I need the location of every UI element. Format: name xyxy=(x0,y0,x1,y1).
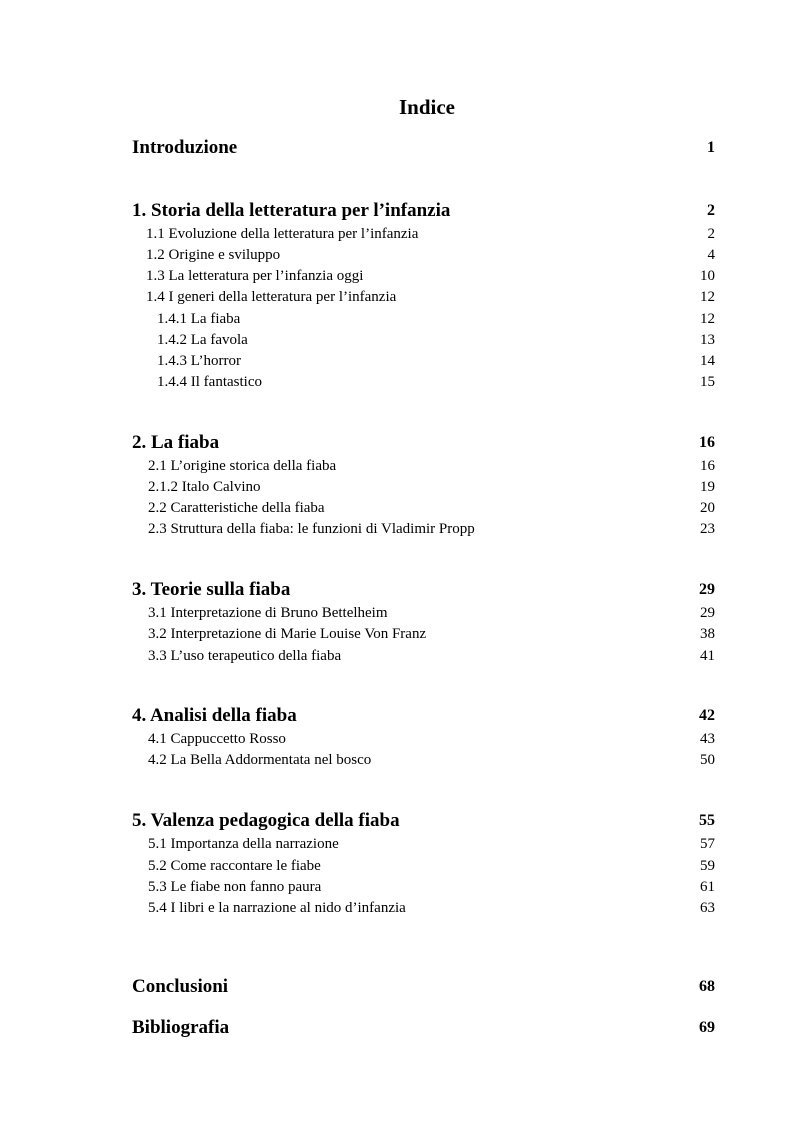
toc-entry-page: 59 xyxy=(700,858,715,874)
toc-entry-page: 15 xyxy=(700,374,715,390)
toc-chapter-2 xyxy=(0,432,794,454)
toc-entry-label: 1.4.2 La favola xyxy=(157,332,248,348)
toc-section xyxy=(0,897,794,919)
toc-entry-label: 1.2 Origine e sviluppo xyxy=(146,247,281,263)
toc-entry-page: 42 xyxy=(699,707,715,724)
toc-section xyxy=(0,265,794,287)
toc-entry-label: 3.3 L’uso terapeutico della fiaba xyxy=(148,648,342,664)
toc-entry-page: 19 xyxy=(700,479,715,495)
toc-section xyxy=(0,833,794,855)
toc-entry-label: Conclusioni xyxy=(132,976,229,997)
toc-entry-page: 50 xyxy=(700,752,715,768)
toc-entry-label: 4.1 Cappuccetto Rosso xyxy=(148,731,286,747)
toc-section xyxy=(0,476,794,498)
toc-entry-label: 2.3 Struttura della fiaba: le funzioni di Vladimir Propp xyxy=(148,521,475,537)
toc-entry-label: 5. Valenza pedagogica della fiaba xyxy=(132,810,400,831)
toc-entry-label: 1.4.3 L’horror xyxy=(157,353,242,369)
toc-entry-page: 43 xyxy=(700,731,715,747)
toc-entry-page: 1 xyxy=(707,139,715,156)
toc-chapter-4 xyxy=(0,705,794,727)
toc-entry-page: 57 xyxy=(700,836,715,852)
toc-entry-label: 2.1 L’origine storica della fiaba xyxy=(148,458,337,474)
toc-section xyxy=(0,749,794,771)
toc-subsection xyxy=(0,308,794,330)
toc-section xyxy=(0,623,794,645)
toc-entry-page: 2 xyxy=(707,202,715,219)
toc-section xyxy=(0,518,794,540)
toc-entry-page: 63 xyxy=(700,900,715,916)
toc-entry-label: Introduzione xyxy=(132,137,238,158)
toc-entry-page: 29 xyxy=(699,581,715,598)
toc-entry-page: 12 xyxy=(700,311,715,327)
toc-entry-label: 1.4 I generi della letteratura per l’infanzia xyxy=(146,289,397,305)
toc-entry-label: 1.4.4 Il fantastico xyxy=(157,374,262,390)
toc-subsection xyxy=(0,350,794,372)
toc-entry-label: 5.1 Importanza della narrazione xyxy=(148,836,339,852)
toc-entry-page: 38 xyxy=(700,626,715,642)
toc-entry-label: 3.1 Interpretazione di Bruno Bettelheim xyxy=(148,605,388,621)
toc-entry-label: 5.4 I libri e la narrazione al nido d’infanzia xyxy=(148,900,406,916)
toc-entry-introduzione xyxy=(0,137,794,159)
toc-entry-page: 68 xyxy=(699,978,715,995)
toc-entry-label: 3.2 Interpretazione di Marie Louise Von Franz xyxy=(148,626,427,642)
toc-entry-page: 13 xyxy=(700,332,715,348)
toc-chapter-1 xyxy=(0,200,794,222)
toc-entry-page: 29 xyxy=(700,605,715,621)
toc-entry-label: 4.2 La Bella Addormentata nel bosco xyxy=(148,752,372,768)
toc-section xyxy=(0,876,794,898)
toc-chapter-3 xyxy=(0,579,794,601)
toc-entry-page: 16 xyxy=(699,434,715,451)
toc-entry-page: 55 xyxy=(699,812,715,829)
toc-entry-label: Bibliografia xyxy=(132,1017,230,1038)
toc-entry-label: 5.3 Le fiabe non fanno paura xyxy=(148,879,322,895)
toc-section xyxy=(0,497,794,519)
toc-section xyxy=(0,728,794,750)
toc-entry-label: 1.4.1 La fiaba xyxy=(157,311,241,327)
toc-entry-label: 3. Teorie sulla fiaba xyxy=(132,579,291,600)
toc-entry-page: 2 xyxy=(707,226,715,242)
toc-entry-page: 16 xyxy=(700,458,715,474)
toc-entry-page: 14 xyxy=(700,353,715,369)
toc-entry-label: 5.2 Come raccontare le fiabe xyxy=(148,858,321,874)
toc-section xyxy=(0,455,794,477)
toc-subsection xyxy=(0,371,794,393)
toc-entry-label: 1.1 Evoluzione della letteratura per l’infanzia xyxy=(146,226,419,242)
toc-entry-bibliografia xyxy=(0,1017,794,1039)
toc-entry-label: 1. Storia della letteratura per l’infanzia xyxy=(132,200,451,221)
toc-entry-page: 23 xyxy=(700,521,715,537)
toc-entry-label: 2.2 Caratteristiche della fiaba xyxy=(148,500,325,516)
toc-entry-page: 69 xyxy=(699,1019,715,1036)
toc-section xyxy=(0,223,794,245)
toc-entry-conclusioni xyxy=(0,976,794,998)
toc-entry-label: 2. La fiaba xyxy=(132,432,220,453)
toc-entry-page: 12 xyxy=(700,289,715,305)
toc-section xyxy=(0,645,794,667)
toc-section xyxy=(0,286,794,308)
toc-entry-label: 4. Analisi della fiaba xyxy=(132,705,297,726)
toc-entry-page: 41 xyxy=(700,648,715,664)
page-title: Indice xyxy=(398,95,455,119)
toc-entry-label: 1.3 La letteratura per l’infanzia oggi xyxy=(146,268,364,284)
toc-section xyxy=(0,602,794,624)
toc-entry-page: 10 xyxy=(700,268,715,284)
toc-entry-page: 4 xyxy=(707,247,715,263)
toc-entry-page: 20 xyxy=(700,500,715,516)
toc-chapter-5 xyxy=(0,810,794,832)
toc-entry-page: 61 xyxy=(700,879,715,895)
toc-subsection xyxy=(0,329,794,351)
toc-section xyxy=(0,244,794,266)
toc-entry-label: 2.1.2 Italo Calvino xyxy=(148,479,261,495)
toc-section xyxy=(0,855,794,877)
